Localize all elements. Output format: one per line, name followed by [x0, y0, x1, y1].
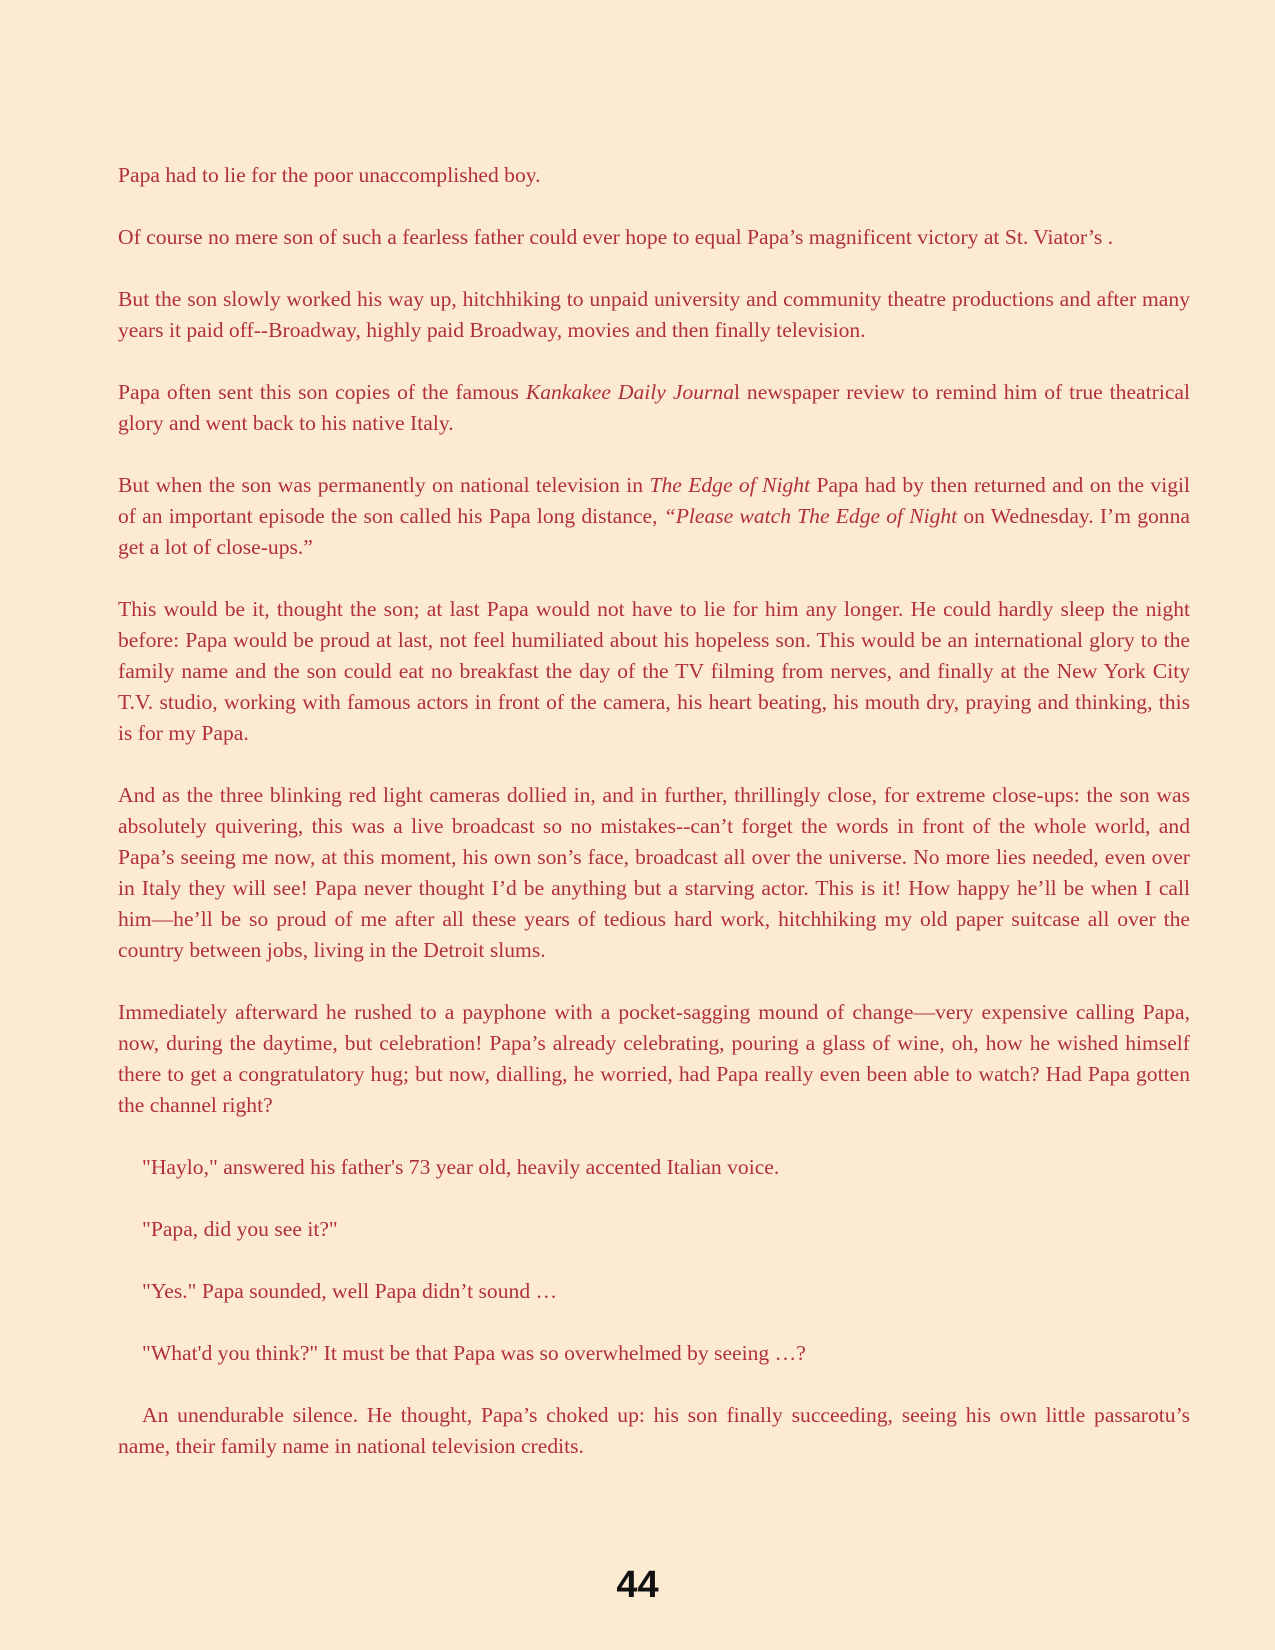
- paragraph-3: But the son slowly worked his way up, hitchhiking to unpaid university and community theatre productions and after many years it paid off--Broadway, highly paid Broadway, movies and then finally television.: [118, 287, 1190, 342]
- paragraph-13: An unendurable silence. He thought, Papa’s choked up: his son finally succeeding, seeing his own little passarotu’s name, their family name in national television credits.: [118, 1403, 1190, 1458]
- paragraph-11: "Yes." Papa sounded, well Papa didn’t sound …: [142, 1279, 558, 1303]
- paragraph-4-text-c: l newspaper review to remind him of true theatrical glory and went back to his native Italy.: [118, 380, 1190, 435]
- paragraph-9: "Haylo," answered his father's 73 year old, heavily accented Italian voice.: [142, 1155, 780, 1179]
- paragraph-2: Of course no mere son of such a fearless father could ever hope to equal Papa’s magnificent victory at St. Viator’s .: [118, 225, 1114, 249]
- paragraph-7: And as the three blinking red light cameras dollied in, and in further, thrillingly close, for extreme close-ups: the son was absolutely quivering, this was a live broadcast so no mistakes--can’t forget the words in front of the whole world, and Papa’s seeing me now, at this moment, his own son’s face, broadcast all over the universe. No more lies needed, even over in Italy they will see! Papa never thought I’d be anything but a starving actor. This is it! How happy he’ll be when I call him—he’ll be so proud of me after all these years of tedious hard work, hitchhiking my old paper suitcase all over the country between jobs, living in the Detroit slums.: [118, 783, 1190, 962]
- page-number: 44: [616, 1564, 659, 1606]
- paragraph-6: This would be it, thought the son; at last Papa would not have to lie for him any longer. He could hardly sleep the night before: Papa would be proud at last, not feel humiliated about his hopeless son. This would be an international glory to the family name and the son could eat no breakfast the day of the TV filming from nerves, and finally at the New York City T.V. studio, working with famous actors in front of the camera, his heart beating, his mouth dry, praying and thinking, this is for my Papa.: [118, 597, 1190, 745]
- paragraph-12: "What'd you think?" It must be that Papa was so overwhelmed by seeing …?: [142, 1341, 806, 1365]
- paragraph-10: "Papa, did you see it?": [142, 1217, 338, 1241]
- paragraph-4-text-a: Papa often sent this son copies of the famous: [118, 380, 526, 404]
- paragraph-5-text-a: But when the son was permanently on national television in: [118, 473, 650, 497]
- paragraph-5-text-c: Papa had by then returned and on the vigil of an important episode the son called his Papa long distance,: [118, 473, 1190, 528]
- paragraph-5: [118, 470, 1190, 563]
- paragraph-4: [118, 377, 1190, 439]
- paragraph-1: Papa had to lie for the poor unaccomplished boy.: [118, 163, 541, 187]
- show-title: The Edge of Night: [649, 473, 811, 497]
- page-body-text: [118, 160, 1190, 1493]
- quoted-show-title: “Please watch The Edge of Night: [663, 504, 958, 528]
- newspaper-title: Kankakee Daily Journa: [525, 380, 734, 404]
- paragraph-5-text-e: on Wednesday. I’m gonna get a lot of close-ups.”: [118, 504, 1190, 559]
- paragraph-8: Immediately afterward he rushed to a payphone with a pocket-sagging mound of change—very expensive calling Papa, now, during the daytime, but celebration! Papa’s already celebrating, pouring a glass of wine, oh, how he wished himself there to get a congratulatory hug; but now, dialling, he worried, had Papa really even been able to watch? Had Papa gotten the channel right?: [118, 1000, 1190, 1117]
